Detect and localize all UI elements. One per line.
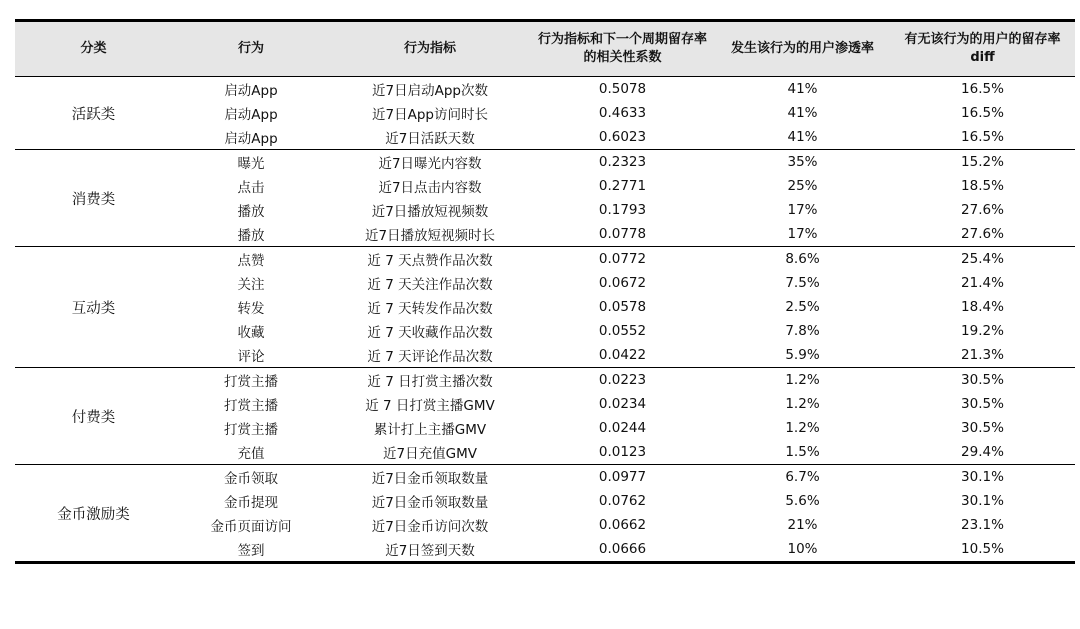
cell-retention-diff: 10.5% xyxy=(890,537,1075,563)
cell-category: 金币激励类 xyxy=(15,465,172,563)
cell-behavior: 金币提现 xyxy=(224,495,278,511)
cell-penetration: 17% xyxy=(787,226,818,242)
cell-penetration: 17% xyxy=(787,202,818,218)
cell-penetration: 25% xyxy=(787,178,818,194)
header-row xyxy=(15,21,1075,77)
cell-metric: 近7日曝光内容数 xyxy=(330,150,530,175)
header-category: 分类 xyxy=(15,21,172,77)
cell-retention-diff: 30.5% xyxy=(890,368,1075,393)
cell-retention-diff: 29.4% xyxy=(961,444,1004,460)
table-row xyxy=(15,271,1075,295)
cell-category: 互动类 xyxy=(15,247,172,368)
cell-retention-diff: 30.5% xyxy=(961,420,1004,436)
cell-correlation: 0.2323 xyxy=(530,150,715,175)
cell-penetration: 1.2% xyxy=(715,368,890,393)
table-row xyxy=(15,198,1075,222)
cell-correlation: 0.1793 xyxy=(598,202,647,218)
cell-behavior: 打赏主播 xyxy=(224,398,278,414)
cell-penetration: 10% xyxy=(715,537,890,563)
cell-penetration: 1.2% xyxy=(785,420,820,436)
cell-metric: 近7日活跃天数 xyxy=(385,131,475,147)
cell-metric: 近7日播放短视频时长 xyxy=(364,228,496,244)
table-row xyxy=(15,343,1075,368)
header-penetration: 发生该行为的用户渗透率 xyxy=(715,21,890,77)
cell-penetration: 41% xyxy=(787,129,818,145)
cell-penetration: 2.5% xyxy=(785,299,820,315)
cell-correlation: 0.0578 xyxy=(598,299,647,315)
cell-retention-diff: 18.4% xyxy=(961,299,1004,315)
table-row xyxy=(15,247,1075,272)
cell-metric: 近7日启动App次数 xyxy=(372,83,488,99)
cell-metric: 近 7 日打赏主播GMV xyxy=(365,398,495,414)
table-row xyxy=(15,368,1075,393)
cell-penetration: 5.9% xyxy=(785,347,820,363)
cell-behavior: 曝光 xyxy=(172,150,330,175)
cell-behavior: 充值 xyxy=(237,446,265,462)
table-row xyxy=(15,101,1075,125)
header-behavior: 行为 xyxy=(172,21,330,77)
header-behavior-metric: 行为指标 xyxy=(330,21,530,77)
cell-behavior: 播放 xyxy=(237,204,265,220)
retention-table-container xyxy=(15,19,1075,564)
cell-correlation: 0.6023 xyxy=(598,129,647,145)
cell-correlation: 0.0244 xyxy=(598,420,647,436)
cell-metric: 近7日签到天数 xyxy=(330,537,530,563)
cell-category: 付费类 xyxy=(15,368,172,465)
cell-correlation: 0.4633 xyxy=(598,105,647,121)
cell-category: 消费类 xyxy=(15,150,172,247)
cell-retention-diff: 21.3% xyxy=(961,347,1004,363)
cell-correlation: 0.0666 xyxy=(530,537,715,563)
cell-behavior: 金币页面访问 xyxy=(210,519,292,535)
cell-retention-diff: 27.6% xyxy=(961,226,1004,242)
cell-behavior: 转发 xyxy=(237,301,265,317)
table-row xyxy=(15,416,1075,440)
cell-correlation: 0.0772 xyxy=(530,247,715,272)
cell-correlation: 0.0422 xyxy=(598,347,647,363)
cell-retention-diff: 27.6% xyxy=(961,202,1004,218)
cell-penetration: 7.8% xyxy=(785,323,820,339)
table-row xyxy=(15,392,1075,416)
table-row xyxy=(15,125,1075,150)
cell-metric: 近 7 天评论作品次数 xyxy=(367,349,493,365)
cell-metric: 近 7 天转发作品次数 xyxy=(367,301,493,317)
cell-metric: 近7日金币领取数量 xyxy=(330,465,530,490)
cell-behavior: 收藏 xyxy=(237,325,265,341)
cell-correlation: 0.0977 xyxy=(530,465,715,490)
cell-metric: 近 7 天点赞作品次数 xyxy=(330,247,530,272)
cell-metric: 近7日播放短视频数 xyxy=(371,204,489,220)
header-retention-diff: 有无该行为的用户的留存率diff xyxy=(890,21,1075,77)
cell-retention-diff: 30.5% xyxy=(961,396,1004,412)
cell-correlation: 0.0552 xyxy=(598,323,647,339)
cell-retention-diff: 18.5% xyxy=(961,178,1004,194)
table-row xyxy=(15,295,1075,319)
cell-category: 活跃类 xyxy=(71,106,116,123)
cell-penetration: 21% xyxy=(787,517,818,533)
cell-behavior: 点击 xyxy=(237,180,265,196)
cell-metric: 近7日点击内容数 xyxy=(378,180,482,196)
cell-metric: 近7日金币访问次数 xyxy=(371,519,489,535)
cell-retention-diff: 21.4% xyxy=(961,275,1004,291)
cell-penetration: 6.7% xyxy=(715,465,890,490)
table-row xyxy=(15,319,1075,343)
cell-metric: 近7日充值GMV xyxy=(383,446,477,462)
cell-retention-diff: 16.5% xyxy=(961,81,1004,97)
table-row xyxy=(15,150,1075,175)
table-row xyxy=(15,537,1075,563)
cell-correlation: 0.0778 xyxy=(598,226,647,242)
cell-metric: 近7日App访问时长 xyxy=(372,107,488,123)
cell-metric: 累计打上主播GMV xyxy=(373,422,487,438)
cell-correlation: 0.5078 xyxy=(598,81,647,97)
cell-behavior: 播放 xyxy=(237,228,265,244)
cell-penetration: 35% xyxy=(715,150,890,175)
cell-penetration: 41% xyxy=(787,105,818,121)
cell-behavior: 打赏主播 xyxy=(172,368,330,393)
cell-correlation: 0.0234 xyxy=(598,396,647,412)
cell-correlation: 0.0123 xyxy=(598,444,647,460)
cell-retention-diff: 15.2% xyxy=(890,150,1075,175)
cell-behavior: 启动App xyxy=(224,131,278,147)
cell-penetration: 8.6% xyxy=(715,247,890,272)
cell-penetration: 5.6% xyxy=(785,493,820,509)
cell-retention-diff: 30.1% xyxy=(961,493,1004,509)
cell-behavior: 金币领取 xyxy=(172,465,330,490)
table-row xyxy=(15,222,1075,247)
cell-retention-diff: 30.1% xyxy=(890,465,1075,490)
cell-metric: 近 7 天关注作品次数 xyxy=(367,277,493,293)
table-row xyxy=(15,174,1075,198)
cell-correlation: 0.0672 xyxy=(598,275,647,291)
cell-metric: 近 7 日打赏主播次数 xyxy=(330,368,530,393)
cell-behavior: 评论 xyxy=(237,349,265,365)
table-row xyxy=(15,440,1075,465)
cell-behavior: 启动App xyxy=(224,83,278,99)
table-header xyxy=(15,21,1075,77)
table-body xyxy=(15,77,1075,563)
cell-retention-diff: 25.4% xyxy=(890,247,1075,272)
cell-penetration: 1.2% xyxy=(785,396,820,412)
cell-penetration: 1.5% xyxy=(785,444,820,460)
table-row xyxy=(15,513,1075,537)
header-correlation: 行为指标和下一个周期留存率的相关性系数 xyxy=(530,21,715,77)
cell-correlation: 0.0662 xyxy=(598,517,647,533)
cell-behavior: 启动App xyxy=(224,107,278,123)
cell-metric: 近 7 天收藏作品次数 xyxy=(367,325,493,341)
cell-retention-diff: 19.2% xyxy=(961,323,1004,339)
cell-behavior: 点赞 xyxy=(172,247,330,272)
cell-correlation: 0.0223 xyxy=(530,368,715,393)
cell-behavior: 关注 xyxy=(237,277,265,293)
table-row xyxy=(15,465,1075,490)
cell-behavior: 打赏主播 xyxy=(224,422,278,438)
table-row xyxy=(15,489,1075,513)
cell-metric: 近7日金币领取数量 xyxy=(371,495,489,511)
cell-penetration: 7.5% xyxy=(785,275,820,291)
cell-correlation: 0.0762 xyxy=(598,493,647,509)
retention-correlation-table xyxy=(15,19,1075,564)
cell-retention-diff: 16.5% xyxy=(961,129,1004,145)
cell-penetration: 41% xyxy=(787,81,818,97)
cell-behavior: 签到 xyxy=(172,537,330,563)
cell-retention-diff: 23.1% xyxy=(961,517,1004,533)
cell-retention-diff: 16.5% xyxy=(961,105,1004,121)
table-row xyxy=(15,77,1075,102)
cell-correlation: 0.2771 xyxy=(598,178,647,194)
